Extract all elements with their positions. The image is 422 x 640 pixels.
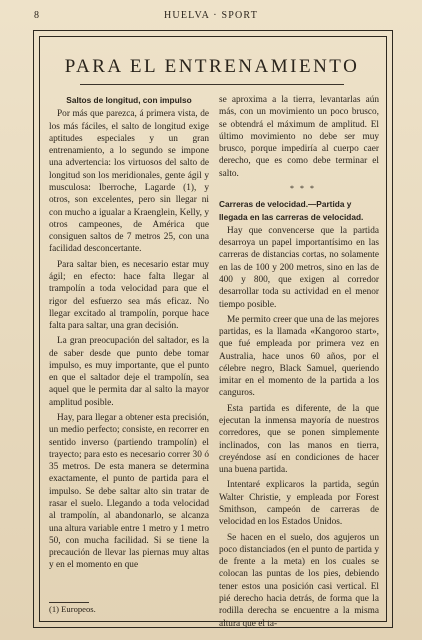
- paragraph: Por más que parezca, á primera vista, de los más fáciles, el salto de longitud exige aptitudes especiales y un gran entrenamiento, a lo segundo se impone una advertencia: los virtuosos del salto de longitud son los meridionales, gente ágil y musculosa: Iberroche, Lagarde (1), y otros, son excelentes, pero sin llegar ni con mucho a igualar a Kraenglein, Kelly, y otros campeones, de América que consiguen saltos de 7 metros 25, con una facilidad desconcertante.: [49, 109, 209, 255]
- article-title: PARA EL ENTRENAMIENTO: [64, 56, 360, 77]
- paragraph: Se hacen en el suelo, dos agujeros un poco distanciados (en el punto de partida y de frente a la meta) en los cuales se colocan las puntas de los pies, debiendo tener estos una posición casi vertical. El pié derecho hacia detrás, de forma que la rodilla derecha se encuentre a la misma altura que el ta-: [219, 532, 379, 629]
- magazine-title: HUELVA · SPORT: [164, 10, 258, 21]
- section-subhead-long-jump: Saltos de longitud, con impulso: [66, 95, 192, 105]
- section-separator: * * *: [290, 183, 316, 193]
- paragraph: Esta partida es diferente, de la que ejecutan la inmensa mayoría de nuestros corredores, que se ponen simplemente inclinados, con las manos en tierra, creyéndose así en condiciones de hacer una buena partida.: [219, 403, 379, 476]
- footnote: (1) Europeos.: [49, 604, 96, 614]
- paragraph: Para saltar bien, es necesario estar muy ágil; en efecto: hace falta llegar al trampolín a toda velocidad para que el rigor del esfuerzo sea más eficaz. No llegar excitado al trampolín, porque hace falta para saltar, una gran decisión.: [49, 259, 209, 332]
- left-column: [49, 94, 209, 575]
- paragraph: Hay que convencerse que la partida desarroya un papel importantísimo en las carreras de distancias cortas, no solamente en las de 100 y 200 metros, sino en las de 400 y 800, que exigen al corredor desarrollar toda su actividad en el menor tiempo posible.: [219, 225, 379, 310]
- paragraph: La gran preocupación del saltador, es la de saber desde que punto debe tomar impulso, es muy importante, que el punto en que el saltador deje el trampolín, sea aquel que le permita dar al salto la mayor amplitud posible.: [49, 336, 209, 408]
- running-head: [0, 10, 422, 24]
- title-rule: [80, 84, 344, 85]
- paragraph: Intentaré explicaros la partida, según Walter Christie, y empleada por Forest Smithson, campeón de carreras de velocidad en los Estados Unidos.: [219, 480, 379, 528]
- right-column: [219, 94, 379, 633]
- section-subhead-sprint: Carreras de velocidad.—Partida y llegada en las carreras de velocidad.: [219, 199, 364, 222]
- page-number: 8: [34, 10, 40, 21]
- footnote-rule: [49, 602, 89, 603]
- paragraph-continuation: se aproxima a la tierra, levantarlas aún más, con un movimiento un poco brusco, se obtendrá el máximum de amplitud. El último movimiento no debe ser muy brusco, porque impediría al cuerpo caer derecho, que es como debe terminar el salto.: [219, 95, 379, 179]
- paragraph: Me permito creer que una de las mejores partidas, es la llamada «Kangoroo start», que fué empleada por primera vez en Australia, hace unos 60 años, por el célebre negro, Black Samuel, queriendo imitar en el momento de la partida a los canguros.: [219, 314, 379, 399]
- paragraph: Hay, para llegar a obtener esta precisión, un medio perfecto; consiste, en recorrer en sentido inverso (partiendo trampolín) el trayecto; para esto es necesario correr 30 ó 35 metros. De esta manera se determina exactamente, el punto de partida para el impulso. Se debe saltar alto sin tratar de rasar el suelo. Llegando a toda velocidad al trampolín, al abandonarlo, se alcanza una altura variable entre 1 metro y 1 metro 50, con mucha facilidad. Si se tiene la precaución de llevar las piernas muy altas y en el momento en que: [49, 413, 209, 571]
